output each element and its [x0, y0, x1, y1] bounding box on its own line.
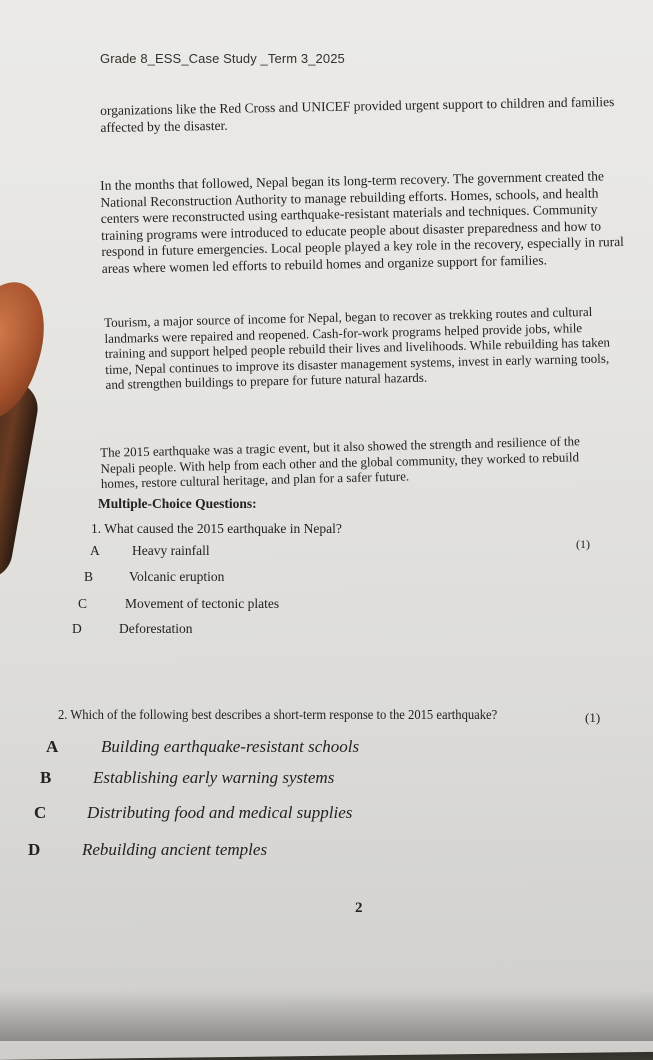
question-1-text: 1. What caused the 2015 earthquake in Nepal?: [91, 521, 342, 536]
option-letter: D: [72, 621, 82, 636]
option-letter: D: [28, 840, 41, 859]
option-text: Building earthquake-resistant schools: [101, 737, 360, 756]
option-text: Volcanic eruption: [129, 569, 225, 584]
option-letter: B: [84, 569, 94, 584]
option-letter: A: [46, 737, 59, 756]
option-text: Establishing early warning systems: [93, 768, 335, 787]
option-text: Rebuilding ancient temples: [82, 840, 268, 859]
option-letter: C: [34, 803, 47, 822]
paragraph-4: The 2015 earthquake was a tragic event, but it also showed the strength and resilience of the Nepali people. With help from each other and the global community, they worked to rebuild homes, restore cultural heritage, and plan for a safer future.: [100, 433, 580, 491]
option-letter: C: [78, 596, 88, 611]
question-2-marks: (1): [585, 710, 601, 725]
question-1-marks: (1): [576, 537, 590, 551]
question-2-text: 2. Which of the following best describes a short-term response to the 2015 earthquake?: [58, 708, 498, 723]
page-number: 2: [355, 900, 363, 916]
option-letter: B: [40, 768, 52, 787]
option-text: Deforestation: [119, 621, 193, 636]
paragraph-2: In the months that followed, Nepal began its long-term recovery. The government created the National Reconstruction Authority to manage rebuilding efforts. Homes, schools, and health centers were reconstructed using earthquake-resistant materials and techniques. Community training programs were introduced to educate people about disaster preparedness and how to respond in future emergencies. Local people played a key role in the recovery, especially in rural areas where women led efforts to rebuild homes and organize support for families.: [100, 168, 625, 276]
paragraph-3: Tourism, a major source of income for Nepal, began to recover as trekking routes and cultural landmarks were repaired and reopened. Cash-for-work programs helped provide jobs, while training and support helped people rebuild their lives and livelihoods. While rebuilding has taken time, Nepal continues to improve its disaster management systems, invest in early warning tools, and strengthen buildings to prepare for future natural hazards.: [104, 303, 611, 392]
document-header: Grade 8_ESS_Case Study _Term 3_2025: [100, 51, 345, 66]
mcq-heading: Multiple-Choice Questions:: [98, 496, 257, 511]
option-text: Distributing food and medical supplies: [87, 803, 353, 822]
option-letter: A: [90, 543, 100, 558]
option-text: Movement of tectonic plates: [125, 596, 280, 611]
paragraph-1: organizations like the Red Cross and UNICEF provided urgent support to children and families affected by the disaster.: [100, 94, 615, 135]
option-text: Heavy rainfall: [132, 543, 210, 558]
